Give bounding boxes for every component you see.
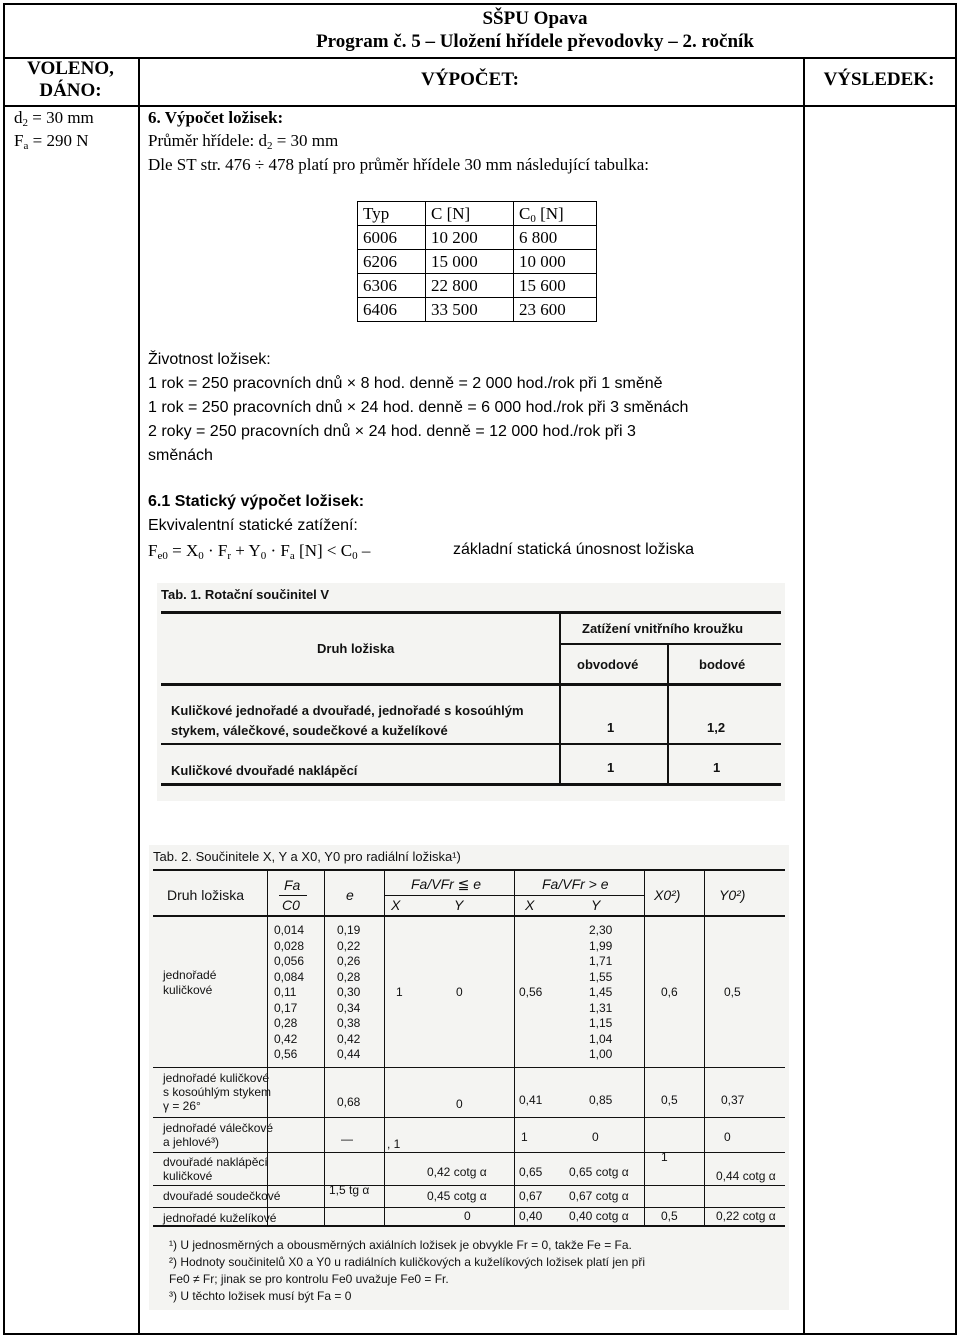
fa-c0-value: 0,28 xyxy=(274,1016,298,1030)
spherical-label: dvouřadé soudečkové xyxy=(163,1189,281,1203)
rule xyxy=(559,643,781,645)
e-value: 0,26 xyxy=(337,954,361,968)
rule xyxy=(153,1185,785,1186)
rule xyxy=(161,611,781,614)
e-value: 0,28 xyxy=(337,969,361,984)
header-cell: Typ xyxy=(358,202,426,226)
e-value: 0,22 xyxy=(337,938,361,953)
y-value: 1,15 xyxy=(589,1016,613,1030)
ball-y1: 0 xyxy=(456,985,463,999)
fa-c0-value: 0,084 xyxy=(274,969,305,984)
table-cell: 23 600 xyxy=(514,298,597,322)
angular-angle: γ = 26° xyxy=(163,1099,201,1113)
tapered-y1: 0 xyxy=(464,1209,471,1223)
e-value: 0,30 xyxy=(337,985,361,999)
table-cell: 6006 xyxy=(358,226,426,250)
static-calc-heading: 6.1 Statický výpočet ložisek: xyxy=(148,493,365,510)
life-line-3: 2 roky = 250 pracovních dnů × 24 hod. denně = 12 000 hod./rok při 3 xyxy=(148,423,636,440)
spherical-y1: 0,45 cotg α xyxy=(427,1189,487,1203)
tab2-group-1: Fa/VFr ≦ e xyxy=(411,876,482,892)
rule xyxy=(153,915,785,917)
rule xyxy=(324,869,325,1225)
y-value: 1,00 xyxy=(589,1047,613,1061)
column-header-divider xyxy=(5,105,955,107)
tab2-col-y1: Y xyxy=(454,897,464,913)
tab2-col-type: Druh ložiska xyxy=(167,887,245,903)
rule xyxy=(153,1207,785,1208)
shaft-diameter: Průměr hřídele: $d_2 = 30$ mm xyxy=(148,131,339,152)
ball-label: jednořadé xyxy=(163,968,217,982)
program-title: Program č. 5 – Uložení hřídele převodovky – 2. ročník xyxy=(316,31,754,52)
given-fa: $F_a = 290$ N xyxy=(14,131,89,152)
rule xyxy=(161,683,781,686)
rotation-factor-table xyxy=(157,583,785,801)
ball-y0: 0,5 xyxy=(724,985,741,999)
rule xyxy=(161,743,781,745)
header-cell: $C_0$ [N] xyxy=(514,202,597,226)
tab1-row2: Kuličkové dvouřadé naklápěcí xyxy=(171,763,358,778)
rule xyxy=(161,783,781,786)
roller-y0: 0 xyxy=(724,1130,731,1144)
angular-label: jednořadé kuličkové xyxy=(163,1071,270,1085)
table-cell: 6406 xyxy=(358,298,426,322)
tab1-row1-v1: 1 xyxy=(607,720,615,735)
angular-y1: 0 xyxy=(456,1097,463,1111)
tab2-col-c0: C0 xyxy=(282,897,300,913)
self-aligning-x2: 0,65 xyxy=(519,1165,543,1179)
formula-note: základní statická únosnost ložiska xyxy=(453,541,695,558)
angular-y2: 0,85 xyxy=(589,1093,613,1107)
rule xyxy=(153,1152,785,1153)
fraction-bar xyxy=(279,895,307,896)
tapered-x2: 0,40 xyxy=(519,1209,543,1223)
fa-c0-value: 0,17 xyxy=(274,1000,298,1015)
self-aligning-label: dvouřadé naklápěcí xyxy=(163,1155,268,1169)
table-cell: 6306 xyxy=(358,274,426,298)
angular-e: 0,68 xyxy=(337,1095,361,1109)
life-heading: Životnost ložisek: xyxy=(148,351,271,368)
table-cell: 10 200 xyxy=(426,226,514,250)
tab1-col-load: Zatížení vnitřního kroužku xyxy=(582,621,744,636)
tab2-col-fa: Fa xyxy=(284,877,301,893)
roller-label: jednořadé válečkové xyxy=(163,1121,274,1135)
static-load-formula: $F_{e0} = X_0 \cdot F_r + Y_0 \cdot F_a$ $[N] < C_0$ – xyxy=(148,541,371,562)
footnote-1: ¹) U jednosměrných a obousměrných axiálních ložisek je obvykle Fr = 0, takže Fe = Fa. xyxy=(169,1238,632,1252)
header-divider xyxy=(5,57,955,59)
table-cell: 33 500 xyxy=(426,298,514,322)
footnote-2: ²) Hodnoty součinitelů X0 a Y0 u radiálních kuličkových a kuželíkových ložisek platí jen při xyxy=(169,1255,646,1269)
rule xyxy=(384,895,644,896)
table-cell: 22 800 xyxy=(426,274,514,298)
rule xyxy=(667,645,669,786)
angular-x2: 0,41 xyxy=(519,1093,543,1107)
table-row xyxy=(358,226,597,250)
rule xyxy=(267,869,268,1225)
tab2-col-x2: X xyxy=(525,897,535,913)
given-d2: $d_2 = 30$ mm xyxy=(14,108,94,129)
self-aligning-y2: 0,65 cotg α xyxy=(569,1165,629,1179)
tab1-title: Tab. 1. Rotační součinitel V xyxy=(161,587,330,602)
shared-y0: 0,44 cotg α xyxy=(716,1169,776,1183)
table-cell: 10 000 xyxy=(514,250,597,274)
x0-one: 1 xyxy=(661,1150,668,1164)
fa-c0-value: 0,42 xyxy=(274,1031,298,1046)
y-value: 1,55 xyxy=(589,969,613,984)
footnote-3: ³) U těchto ložisek musí být Fa = 0 xyxy=(169,1289,352,1303)
tab1-row1-cont: stykem, válečkové, soudečkové a kuželíkové xyxy=(171,723,448,738)
fa-c0-value: 0,11 xyxy=(274,985,297,999)
tab2-col-y0: Y0²) xyxy=(719,887,746,903)
y-value: 1,04 xyxy=(589,1031,613,1046)
rule xyxy=(644,869,645,1225)
tab1-row1: Kuličkové jednořadé a dvouřadé, jednořadé s kosoúhlým xyxy=(171,703,524,718)
e-value: 0,42 xyxy=(337,1031,361,1046)
spherical-e: 1,5 tg α xyxy=(329,1183,370,1197)
tab2-col-y2: Y xyxy=(591,897,601,913)
given-column-heading: VOLENO, DÁNO: xyxy=(27,58,114,101)
spherical-y2: 0,67 cotg α xyxy=(569,1189,629,1203)
tapered-y0: 0,22 cotg α xyxy=(716,1209,776,1223)
table-row xyxy=(358,274,597,298)
header-cell: C [N] xyxy=(426,202,514,226)
angular-x0: 0,5 xyxy=(661,1093,678,1107)
tab2-group-2: Fa/VFr > e xyxy=(542,876,609,892)
tab2-col-x0: X0²) xyxy=(654,887,681,903)
roller-x1: , 1 xyxy=(387,1137,401,1151)
roller-label-cont: a jehlové³) xyxy=(163,1135,220,1149)
tapered-y2: 0,40 cotg α xyxy=(569,1209,629,1223)
roller-x2: 1 xyxy=(521,1130,528,1144)
rule xyxy=(153,1225,785,1227)
rule xyxy=(559,611,561,786)
tab1-col-type: Druh ložiska xyxy=(317,641,395,656)
tapered-x0: 0,5 xyxy=(661,1209,678,1223)
tab1-row2-v2: 1 xyxy=(713,760,721,775)
y-value: 1,99 xyxy=(589,938,613,953)
column-divider-left xyxy=(138,57,140,1333)
rule xyxy=(153,1067,785,1068)
tab1-col-outer: obvodové xyxy=(577,657,639,672)
e-value: 0,34 xyxy=(337,1000,361,1015)
fa-c0-value: 0,028 xyxy=(274,938,305,953)
roller-y2: 0 xyxy=(592,1130,599,1144)
ball-x0: 0,6 xyxy=(661,985,678,999)
e-values xyxy=(337,923,360,1063)
self-aligning-y1: 0,42 cotg α xyxy=(427,1165,487,1179)
bearing-table-header xyxy=(358,202,597,226)
table-cell: 15 000 xyxy=(426,250,514,274)
tapered-label: jednořadé kuželíkové xyxy=(163,1211,277,1225)
spherical-x2: 0,67 xyxy=(519,1189,543,1203)
result-column-heading: VÝSLEDEK: xyxy=(823,69,935,90)
ball-label-cont: kuličkové xyxy=(163,983,213,997)
y-value: 2,30 xyxy=(589,923,613,937)
e-value: 0,44 xyxy=(337,1047,361,1061)
life-line-2: 1 rok = 250 pracovních dnů × 24 hod. denně = 6 000 hod./rok při 3 směnách xyxy=(148,399,689,416)
y-value: 1,45 xyxy=(589,985,613,999)
footnote-2-cont: Fe0 ≠ Fr; jinak se pro kontrolu Fe0 uvažuje Fe0 = Fr. xyxy=(169,1272,449,1286)
school-name: SŠPU Opava xyxy=(482,8,588,29)
section-heading: 6. Výpočet ložisek: xyxy=(148,108,284,127)
rule xyxy=(153,869,785,871)
rule xyxy=(384,869,385,1225)
tab2-col-e: e xyxy=(346,887,354,903)
table-cell: 6 800 xyxy=(514,226,597,250)
ball-x2: 0,56 xyxy=(519,985,543,999)
fa-c0-values xyxy=(274,923,304,1063)
y-value: 1,31 xyxy=(589,1000,613,1015)
table-row xyxy=(358,250,597,274)
table-row xyxy=(358,298,597,322)
life-line-1: 1 rok = 250 pracovních dnů × 8 hod. denně = 2 000 hod./rok při 1 směně xyxy=(148,375,663,392)
rule xyxy=(514,869,515,1225)
fa-c0-value: 0,014 xyxy=(274,923,305,937)
fa-c0-value: 0,56 xyxy=(274,1047,298,1061)
self-aligning-label-cont: kuličkové xyxy=(163,1169,213,1183)
tab2-col-x1: X xyxy=(391,897,401,913)
rule xyxy=(153,1117,785,1118)
angular-label-cont: s kosoúhlým stykem xyxy=(163,1085,272,1099)
table-cell: 6206 xyxy=(358,250,426,274)
ball-x1: 1 xyxy=(396,985,403,999)
tab2-title: Tab. 2. Součinitele X, Y a X0, Y0 pro radiální ložiska¹) xyxy=(153,849,461,864)
tab1-col-point: bodové xyxy=(699,657,746,672)
rule xyxy=(704,869,705,1225)
radial-factor-table xyxy=(149,845,789,1310)
column-divider-right xyxy=(803,57,805,1333)
y-value: 1,71 xyxy=(589,954,613,968)
fa-c0-value: 0,056 xyxy=(274,954,305,968)
e-value: 0,38 xyxy=(337,1016,361,1030)
roller-e: — xyxy=(341,1132,353,1146)
bearing-table xyxy=(357,201,597,322)
tab1-row2-v1: 1 xyxy=(607,760,615,775)
y-values xyxy=(589,923,612,1063)
table-cell: 15 600 xyxy=(514,274,597,298)
table-intro: Dle ST str. 476 ÷ 478 platí pro průměr hřídele 30 mm následující tabulka: xyxy=(148,155,649,174)
tab1-row1-v2: 1,2 xyxy=(707,720,726,735)
life-line-3-cont: směnách xyxy=(148,447,213,464)
equivalent-load-label: Ekvivalentní statické zatížení: xyxy=(148,517,358,534)
angular-y0: 0,37 xyxy=(721,1093,745,1107)
calculation-column-heading: VÝPOČET: xyxy=(421,69,519,90)
e-value: 0,19 xyxy=(337,923,361,937)
